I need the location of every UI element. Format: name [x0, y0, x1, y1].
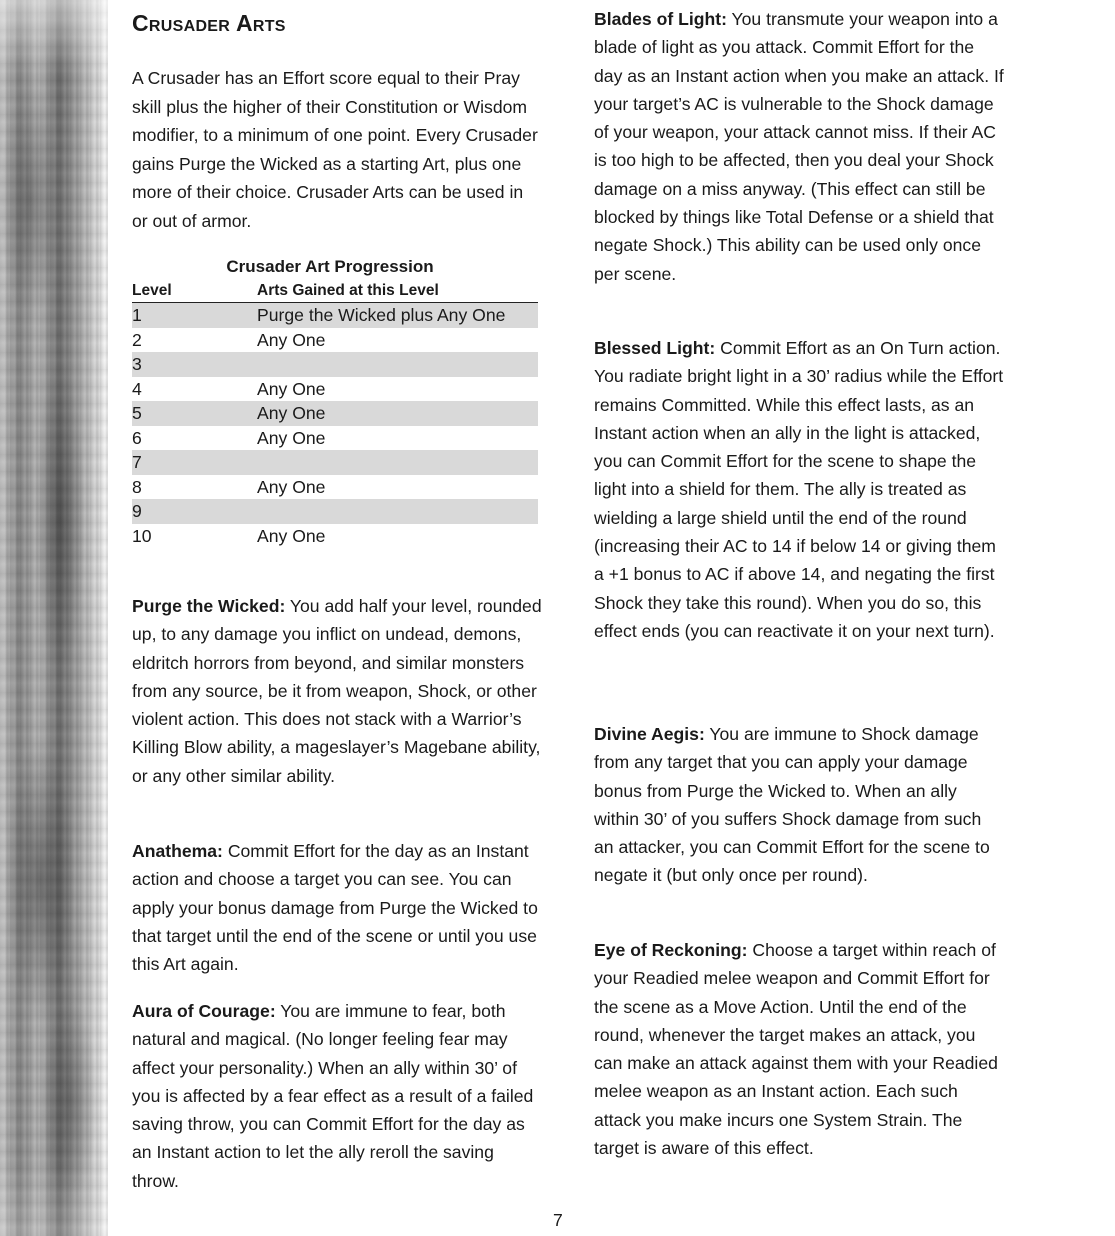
row-level: 5: [132, 403, 142, 423]
art-text: Commit Effort as an On Turn action. You radiate bright light in a 30’ radius while the Effort remains Committed. While this effect lasts, as an Instant action when an ally in the light is attacked, you can Commit Effort for the scene to shape the light into a shield for them. The ally is treated as wielding a large shield until the end of the round (increasing their AC to 14 if below 14 or giving them a +1 bonus to AC if above 14, and negating the first Shock they take this round). When you do so, this effect ends (you can reactivate it on your next turn).: [594, 338, 1004, 641]
table-row: [132, 524, 538, 549]
art-name: Blades of Light:: [594, 9, 727, 29]
section-anathema: [132, 837, 542, 978]
art-name: Divine Aegis:: [594, 724, 705, 744]
row-arts: Any One: [257, 525, 326, 546]
row-level: 3: [132, 354, 142, 374]
section-divine-aegis: [594, 720, 1004, 890]
table-row: [132, 328, 538, 353]
row-level: 10: [132, 525, 152, 546]
table-row: [132, 499, 538, 524]
table-row: [132, 426, 538, 451]
row-level: 6: [132, 427, 142, 448]
table-row: [132, 303, 538, 328]
row-level: 8: [132, 476, 142, 497]
table-row: [132, 377, 538, 402]
page-number: 7: [553, 1210, 563, 1230]
decorative-side-image: [0, 0, 108, 1236]
art-text: You are immune to Shock damage from any target that you can apply your damage bonus from Purge the Wicked to. When an ally within 30’ of you suffers Shock damage from such an attacker, you can Commit Effort for the scene to negate it (but only once per round).: [594, 724, 990, 886]
page-title: Crusader Arts: [132, 10, 286, 36]
table-caption: Crusader Art Progression: [226, 257, 434, 276]
progression-table: [132, 254, 538, 548]
section-blessed-light: [594, 334, 1004, 645]
row-arts: Any One: [257, 403, 326, 423]
art-text: Choose a target within reach of your Readied melee weapon and Commit Effort for the scene as a Move Action. Until the end of the round, whenever the target makes an attack, you can make an attack against them with your Readied melee weapon as an Instant action. Each such attack you make incurs one System Strain. The target is aware of this effect.: [594, 940, 998, 1159]
row-arts: Any One: [257, 476, 326, 497]
art-name: Eye of Reckoning:: [594, 940, 748, 960]
art-name: Blessed Light:: [594, 338, 716, 358]
row-level: 7: [132, 452, 142, 472]
row-arts: Any One: [257, 427, 326, 448]
row-level: 1: [132, 305, 142, 325]
art-name: Purge the Wicked:: [132, 596, 286, 616]
row-arts: Purge the Wicked plus Any One: [257, 305, 506, 325]
table-header: [132, 280, 538, 303]
art-text: You are immune to fear, both natural and magical. (No longer feeling fear may affect your personality.) When an ally within 30’ of you is affected by a fear effect as a result of a failed saving throw, you can Commit Effort for the day as an Instant action to let the ally reroll the saving throw.: [132, 1001, 534, 1191]
table-row: [132, 352, 538, 377]
section-aura-of-courage: [132, 997, 542, 1195]
art-text: You add half your level, rounded up, to any damage you inflict on undead, demons, eldritch horrors from beyond, and similar monsters from any source, be it from weapon, Shock, or other violent action. This does not stack with a Warrior’s Killing Blow ability, a mageslayer’s Magebane ability, or any other similar ability.: [132, 596, 542, 786]
section-purge-the-wicked: [132, 592, 542, 790]
table-row: [132, 475, 538, 500]
header-level: Level: [132, 282, 172, 299]
art-text: You transmute your weapon into a blade of light as you attack. Commit Effort for the day as an Instant action when you make an attack. If your target’s AC is vulnerable to the Shock damage of your weapon, your attack cannot miss. If their AC is too high to be affected, then you deal your Shock damage on a miss anyway. (This effect can still be blocked by things like Total Defense or a shield that negate Shock.) This ability can be used only once per scene.: [594, 9, 1004, 284]
row-arts: Any One: [257, 378, 326, 399]
intro-paragraph: A Crusader has an Effort score equal to their Pray skill plus the higher of their Constitution or Wisdom modifier, to a minimum of one point. Every Crusader gains Purge the Wicked as a starting Art, plus one more of their choice. Crusader Arts can be used in or out of armor.: [132, 68, 538, 231]
section-eye-of-reckoning: [594, 936, 1004, 1162]
art-text: Commit Effort for the day as an Instant action and choose a target you can see. You can apply your bonus damage from Purge the Wicked to that target until the end of the scene or until you use this Art again.: [132, 841, 538, 975]
row-level: 2: [132, 329, 142, 350]
row-arts: Any One: [257, 329, 326, 350]
art-name: Anathema:: [132, 841, 223, 861]
row-level: 4: [132, 378, 142, 399]
table-row: [132, 401, 538, 426]
art-name: Aura of Courage:: [132, 1001, 276, 1021]
header-arts: Arts Gained at this Level: [257, 282, 439, 299]
table-row: [132, 450, 538, 475]
row-level: 9: [132, 501, 142, 521]
section-blades-of-light: [594, 5, 1004, 288]
